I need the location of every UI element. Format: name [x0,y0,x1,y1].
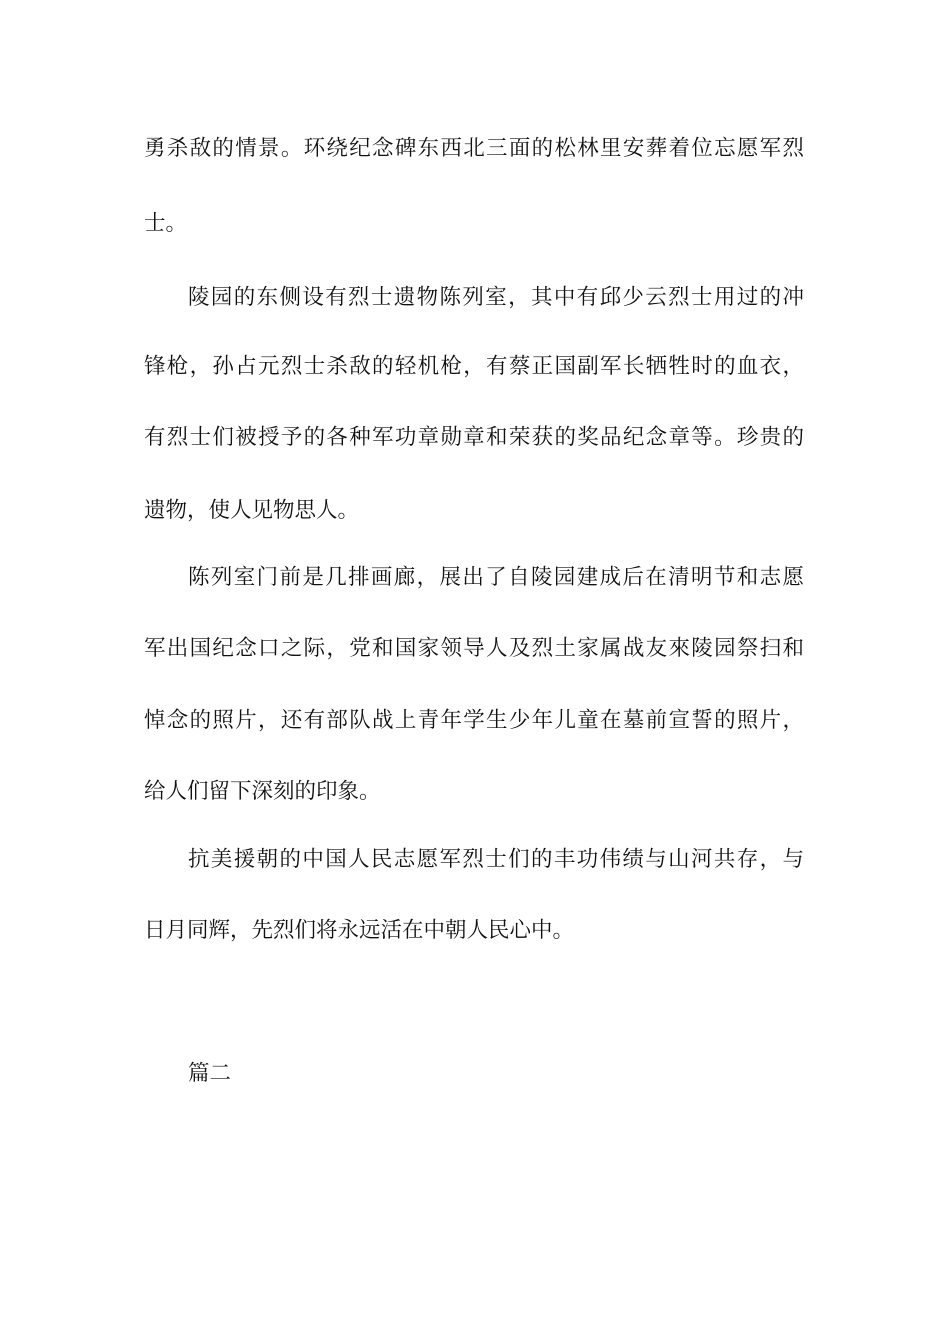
paragraph-line: 日月同辉，先烈们将永远活在中朝人民心中。 [144,918,575,943]
paragraph-line: 陵园的东侧设有烈士遗物陈列室，其中有邱少云烈士用过的冲 [188,285,804,310]
paragraph-line: 悼念的照片，还有部队战上青年学生少年儿童在墓前宣誓的照片， [144,708,804,733]
paragraph-line: 抗美援朝的中国人民志愿军烈士们的丰功伟绩与山河共存，与 [188,847,804,872]
paragraph-line: 士。 [144,211,188,236]
paragraph-line: 有烈士们被授予的各种军功章勋章和荣获的奖品纪念章等。珍贵的 [144,425,804,450]
section-heading: 篇二 [188,1061,232,1086]
paragraph-line: 锋枪，孙占元烈士杀敌的轻机枪，有蔡正国副军长牺牲时的血衣， [144,354,804,379]
paragraph-line: 陈列室门前是几排画廊，展出了自陵园建成后在清明节和志愿 [188,565,804,590]
paragraph-line: 遗物，使人见物思人。 [144,498,360,523]
paragraph-line: 给人们留下深刻的印象。 [144,779,381,804]
paragraph-line: 勇杀敌的情景。环绕纪念碑东西北三面的松林里安葬着位忘愿军烈 [144,136,804,161]
paragraph-line: 军出国纪念口之际，党和国家领导人及烈土家属战友來陵园祭扫和 [144,636,804,661]
